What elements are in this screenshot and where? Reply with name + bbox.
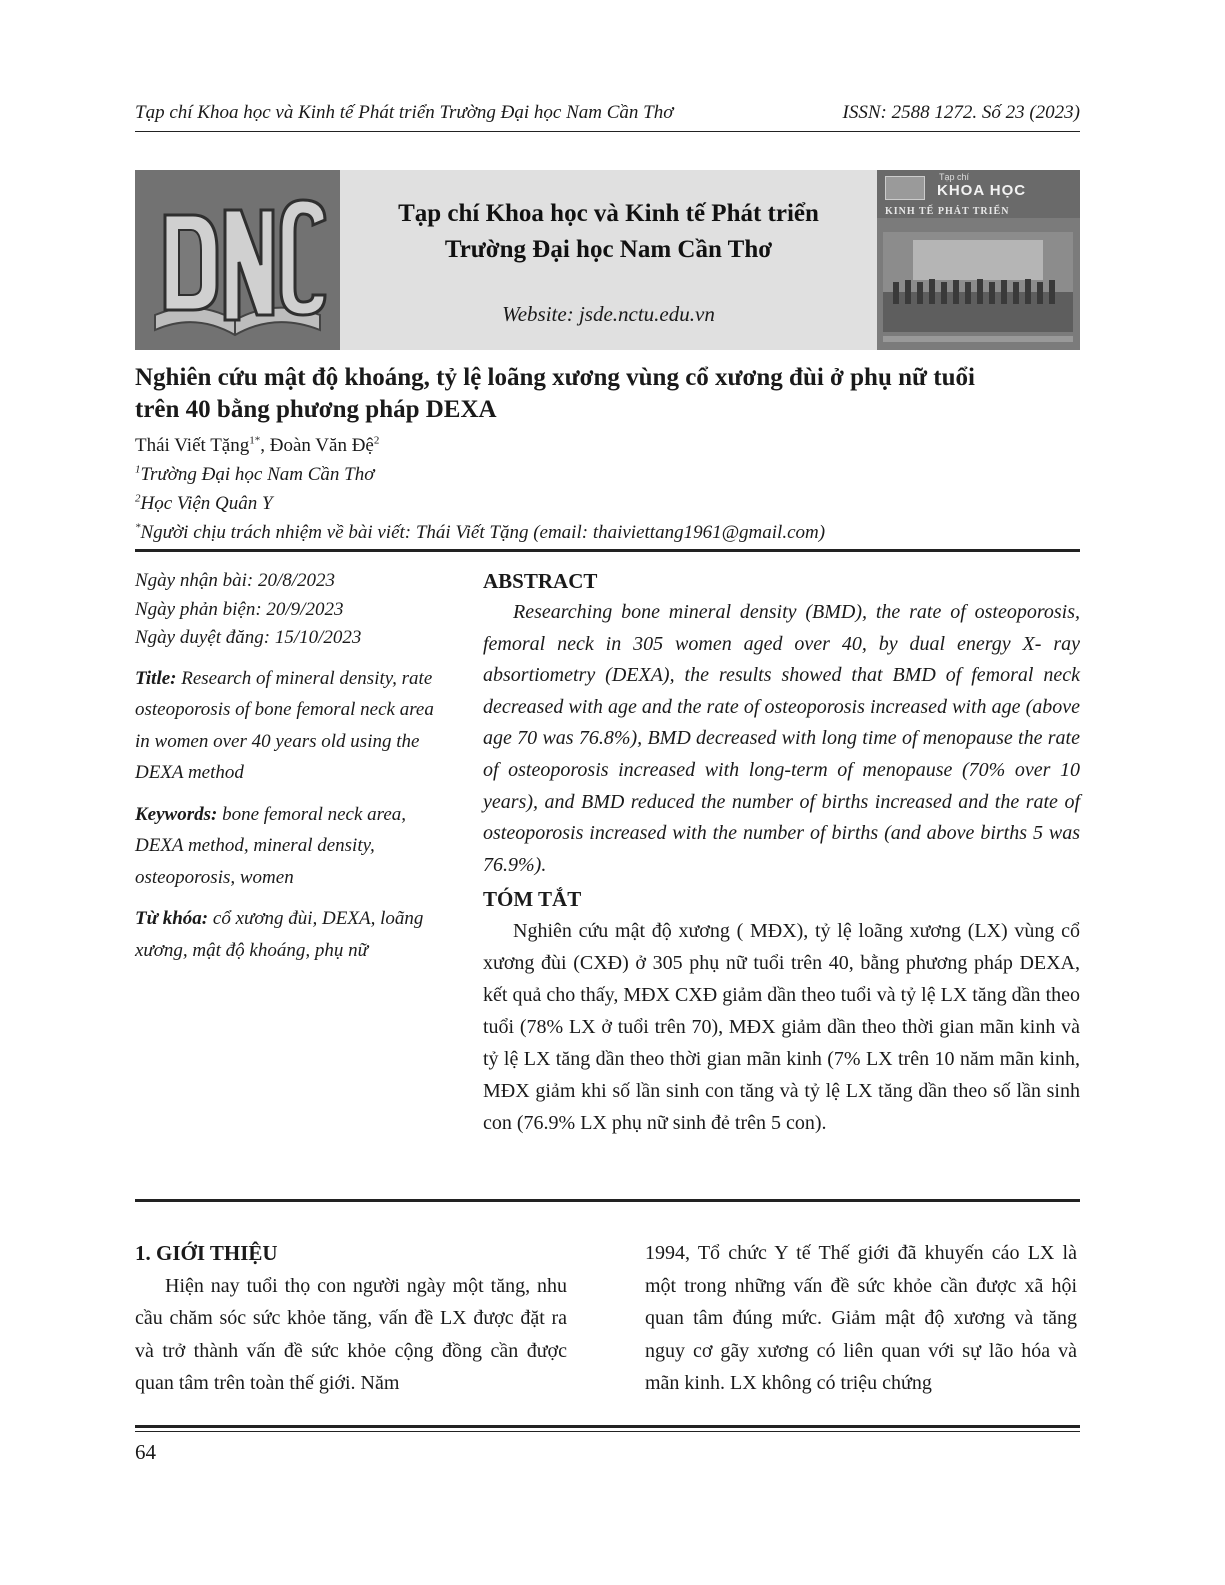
corresponding-text: Người chịu trách nhiệm về bài viết: Thái Viết Tặng (email: thaiviettang1961@gmail.com) (140, 522, 826, 543)
tukhoa-label: Từ khóa: (135, 908, 209, 929)
tukhoa-block (135, 903, 435, 966)
english-title-text: Research of mineral density, rate osteoporosis of bone femoral neck area in women over 40 years old using the DEXA method (135, 667, 434, 783)
intro-right-column (645, 1237, 1077, 1400)
affiliation-text: Trường Đại học Nam Cần Thơ (140, 464, 375, 485)
banner-website: Website: jsde.nctu.edu.vn (502, 302, 715, 326)
footer-divider-thin (135, 1431, 1080, 1432)
intro-heading: 1. GIỚI THIỆU (135, 1241, 278, 1265)
article-title (135, 362, 1080, 426)
abstract-column (483, 567, 1080, 1139)
keywords-text: bone femoral neck area, DEXA method, mineral density, osteoporosis, women (135, 803, 407, 888)
affiliation-text: Học Viện Quân Y (140, 493, 273, 514)
english-title-block (135, 663, 435, 789)
cover-group-photo-icon (883, 232, 1073, 332)
affiliation-1 (135, 462, 374, 488)
received-date: Ngày nhận bài: 20/8/2023 (135, 570, 336, 591)
running-header (135, 102, 1080, 132)
running-header-journal: Tạp chí Khoa học và Kinh tế Phát triển Trường Đại học Nam Cần Thơ (135, 102, 674, 123)
intro-left-column (135, 1237, 567, 1400)
cover-tapchi-label: Tạp chí (939, 172, 970, 182)
author-separator: , (260, 435, 270, 456)
review-date: Ngày phản biện: 20/9/2023 (135, 598, 344, 620)
cover-footer-strip (883, 336, 1073, 342)
english-title-label: Title: (135, 667, 177, 689)
affiliation-marker: 2 (135, 492, 141, 505)
intro-paragraph-continued: 1994, Tổ chức Y tế Thế giới đã khuyến cáo LX là một trong những vấn đề sức khỏe cần được xã hội quan tâm đúng mức. Giảm mật độ xương và tăng nguy cơ gãy xương có liên quan với sự lão hóa và mãn kinh. LX không có triệu chứng (645, 1242, 1077, 1394)
cover-khoahoc-label: KHOA HỌC (937, 182, 1027, 199)
article-title-line1: Nghiên cứu mật độ khoáng, tỷ lệ loãng xương vùng cổ xương đùi ở phụ nữ tuổi (135, 364, 975, 391)
page-number: 64 (135, 1440, 156, 1464)
keywords-block (135, 799, 435, 894)
header-divider (135, 131, 1080, 132)
tomtat-heading: TÓM TẮT (483, 887, 582, 912)
footer-divider-thick (135, 1425, 1080, 1428)
article-title-line2: trên 40 bằng phương pháp DEXA (135, 396, 497, 423)
metadata-divider-bottom (135, 1199, 1080, 1202)
banner-journal-title (340, 196, 877, 268)
author-name: Thái Viết Tặng (135, 435, 250, 456)
metadata-divider-top (135, 549, 1080, 552)
article-metadata-sidebar (135, 567, 435, 966)
running-header-issn: ISSN: 2588 1272. Số 23 (2023) (842, 102, 1080, 123)
abstract-heading: ABSTRACT (483, 569, 598, 593)
cover-logo-icon (885, 176, 925, 200)
dnc-logo-icon (135, 170, 340, 350)
accepted-date: Ngày duyệt đăng: 15/10/2023 (135, 627, 362, 648)
author-affiliation-marker: 1* (249, 434, 261, 447)
intro-paragraph: Hiện nay tuổi thọ con người ngày một tăng, nhu cầu chăm sóc sức khỏe tăng, vấn đề LX được đặt ra và trở thành vấn đề sức khỏe cộng đồng cần được quan tâm trên toàn thế giới. Năm (135, 1274, 567, 1394)
tomtat-body: Nghiên cứu mật độ xương ( MĐX), tỷ lệ loãng xương (LX) vùng cổ xương đùi (CXĐ) ở 305 phụ nữ tuổi trên 40, bằng phương pháp DEXA, kết quả cho thấy, MĐX CXĐ giảm dần theo tuổi và tỷ lệ LX tăng dần theo tuổi (78% LX ở tuổi trên 70), MĐX giảm dần theo thời gian mãn kinh và tỷ lệ LX tăng dần theo thời gian mãn kinh (7% LX trên 10 năm mãn kinh, MĐX giảm khi số lần sinh con tăng và tỷ lệ LX tăng dần theo số lần sinh con (76.9% LX phụ nữ sinh đẻ trên 5 con). (483, 920, 1080, 1135)
corresponding-author (135, 520, 825, 546)
affiliation-2 (135, 491, 273, 517)
cover-kinhte-label: KINH TẾ PHÁT TRIỂN (885, 206, 1010, 217)
cover-photo (883, 232, 1073, 332)
author-name: Đoàn Văn Đệ (269, 435, 374, 456)
banner-title-line2: Trường Đại học Nam Cần Thơ (444, 236, 773, 263)
journal-banner (135, 170, 1080, 350)
keywords-label: Keywords: (135, 803, 218, 825)
banner-title-line1: Tạp chí Khoa học và Kinh tế Phát triển (398, 200, 819, 227)
author-list (135, 433, 379, 459)
affiliation-marker: 1 (135, 463, 141, 476)
dnc-logo (135, 170, 340, 350)
abstract-body: Researching bone mineral density (BMD), the rate of osteoporosis, femoral neck in 305 women aged over 40, by dual energy X- ray absortiometry (DEXA), the results showed that BMD of femoral neck decreased with age and the rate of osteoporosis increased with age (above age 70 was 76.8%), BMD decreased with long time of menopause the rate of osteoporosis increased with long-term of menopause (70% over 10 years), and BMD reduced the number of births increased and the rate of osteoporosis increased with the number of births (and above births 5 was 76.9%). (483, 601, 1080, 876)
corresponding-marker: * (135, 521, 141, 534)
journal-cover-thumbnail (877, 170, 1080, 350)
tukhoa-text: cổ xương đùi, DEXA, loãng xương, mật độ khoáng, phụ nữ (135, 908, 424, 961)
author-affiliation-marker: 2 (373, 434, 380, 447)
